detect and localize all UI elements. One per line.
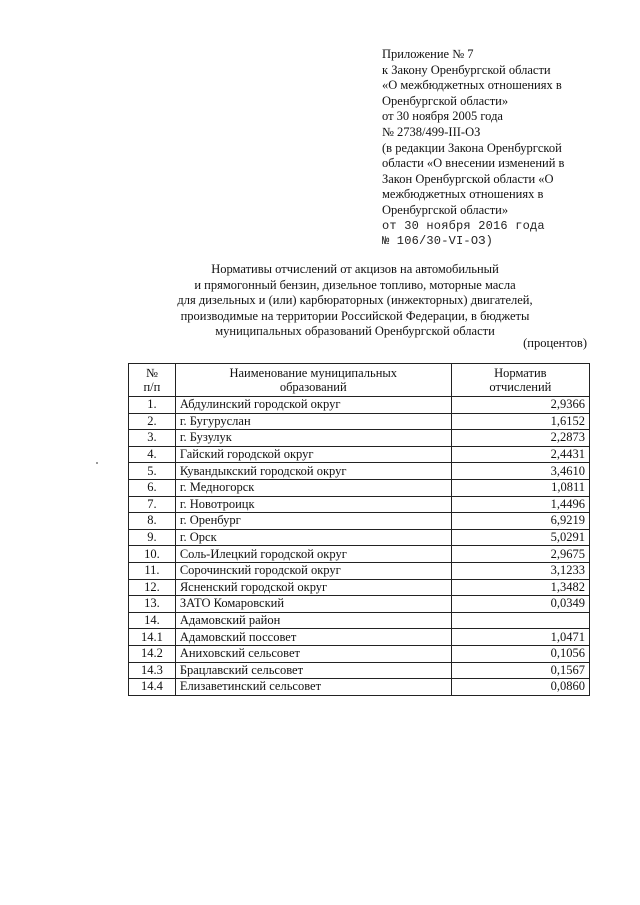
row-value: 1,4496 xyxy=(451,496,589,513)
row-value: 2,4431 xyxy=(451,446,589,463)
table-row xyxy=(129,546,590,563)
header-name xyxy=(175,364,451,397)
title-line: для дизельных и (или) карбюраторных (инжекторных) двигателей, xyxy=(177,293,533,308)
title-line: муниципальных образований Оренбургской области xyxy=(215,324,495,339)
header-value-line: отчислений xyxy=(489,380,552,394)
row-value: 1,0471 xyxy=(451,629,589,646)
row-name: Адамовский район xyxy=(175,612,451,629)
row-number: 7. xyxy=(129,496,176,513)
row-number: 14.1 xyxy=(129,629,176,646)
header-value xyxy=(451,364,589,397)
table-row xyxy=(129,629,590,646)
row-value: 2,9366 xyxy=(451,397,589,414)
appendix-line: области «О внесении изменений в xyxy=(382,156,565,171)
table-row xyxy=(129,679,590,696)
row-value: 5,0291 xyxy=(451,529,589,546)
row-number: 12. xyxy=(129,579,176,596)
appendix-header xyxy=(382,47,627,250)
row-name: Адамовский поссовет xyxy=(175,629,451,646)
row-number: 14.3 xyxy=(129,662,176,679)
row-value: 0,0349 xyxy=(451,596,589,613)
amendment-number: № 106/30-VI-ОЗ) xyxy=(382,234,494,249)
table-row xyxy=(129,612,590,629)
row-name: г. Орск xyxy=(175,529,451,546)
row-value: 2,2873 xyxy=(451,430,589,447)
appendix-line: Оренбургской области» xyxy=(382,93,509,108)
row-number: 10. xyxy=(129,546,176,563)
header-number-line: № xyxy=(145,366,158,380)
table-row xyxy=(129,479,590,496)
header-number-line: п/п xyxy=(143,380,161,394)
row-name: Аниховский сельсовет xyxy=(175,645,451,662)
row-name: г. Медногорск xyxy=(175,479,451,496)
table-row xyxy=(129,397,590,414)
row-name: г. Бугуруслан xyxy=(175,413,451,430)
table-row xyxy=(129,562,590,579)
row-number: 4. xyxy=(129,446,176,463)
appendix-line: межбюджетных отношениях в xyxy=(382,187,544,202)
row-value: 1,6152 xyxy=(451,413,589,430)
appendix-line: к Закону Оренбургской области xyxy=(382,62,551,77)
row-value xyxy=(451,612,589,629)
units-label: (процентов) xyxy=(523,336,587,350)
table-header-row xyxy=(129,364,590,397)
appendix-line: Оренбургской области» xyxy=(382,202,509,217)
row-value: 6,9219 xyxy=(451,513,589,530)
row-name: Гайский городской округ xyxy=(175,446,451,463)
row-number: 11. xyxy=(129,562,176,579)
row-name: Брацлавский сельсовет xyxy=(175,662,451,679)
table-row xyxy=(129,496,590,513)
row-number: 6. xyxy=(129,479,176,496)
row-name: Кувандыкский городской округ xyxy=(175,463,451,480)
table-row xyxy=(129,413,590,430)
row-value: 0,1056 xyxy=(451,645,589,662)
table-row xyxy=(129,662,590,679)
row-number: 2. xyxy=(129,413,176,430)
row-name: г. Бузулук xyxy=(175,430,451,447)
table-row xyxy=(129,645,590,662)
row-number: 1. xyxy=(129,397,176,414)
table-row xyxy=(129,430,590,447)
row-number: 9. xyxy=(129,529,176,546)
row-value: 2,9675 xyxy=(451,546,589,563)
appendix-line: Закон Оренбургской области «О xyxy=(382,171,554,186)
table-body xyxy=(129,397,590,696)
header-name-line: Наименование муниципальных xyxy=(229,366,398,380)
row-name: Абдулинский городской округ xyxy=(175,397,451,414)
appendix-line: (в редакции Закона Оренбургской xyxy=(382,140,562,155)
norms-table xyxy=(128,363,590,696)
row-number: 5. xyxy=(129,463,176,480)
row-name: ЗАТО Комаровский xyxy=(175,596,451,613)
row-number: 14.4 xyxy=(129,679,176,696)
row-name: г. Новотроицк xyxy=(175,496,451,513)
row-value: 3,1233 xyxy=(451,562,589,579)
row-number: 13. xyxy=(129,596,176,613)
appendix-line: № 2738/499-III-ОЗ xyxy=(382,124,481,139)
row-value: 3,4610 xyxy=(451,463,589,480)
appendix-line: Приложение № 7 xyxy=(382,47,474,61)
row-value: 0,1567 xyxy=(451,662,589,679)
row-name: Сорочинский городской округ xyxy=(175,562,451,579)
header-value-line: Норматив xyxy=(494,366,547,380)
table-row xyxy=(129,463,590,480)
row-value: 0,0860 xyxy=(451,679,589,696)
title-line: Нормативы отчислений от акцизов на автомобильный xyxy=(211,262,499,276)
document-title xyxy=(140,262,570,340)
row-number: 14. xyxy=(129,612,176,629)
row-name: Соль-Илецкий городской округ xyxy=(175,546,451,563)
margin-mark xyxy=(96,462,98,464)
row-number: 3. xyxy=(129,430,176,447)
row-value: 1,3482 xyxy=(451,579,589,596)
header-name-line: образований xyxy=(279,380,347,394)
row-name: Елизаветинский сельсовет xyxy=(175,679,451,696)
amendment-date: от 30 ноября 2016 года xyxy=(382,218,545,233)
table-row xyxy=(129,579,590,596)
table-row xyxy=(129,529,590,546)
row-name: г. Оренбург xyxy=(175,513,451,530)
appendix-line: от 30 ноября 2005 года xyxy=(382,109,503,124)
row-number: 8. xyxy=(129,513,176,530)
title-line: производимые на территории Российской Федерации, в бюджеты xyxy=(180,308,530,323)
row-value: 1,0811 xyxy=(451,479,589,496)
title-line: и прямогонный бензин, дизельное топливо, моторные масла xyxy=(194,277,516,292)
table-row xyxy=(129,446,590,463)
table-row xyxy=(129,596,590,613)
appendix-line: «О межбюджетных отношениях в xyxy=(382,78,562,93)
table-row xyxy=(129,513,590,530)
row-number: 14.2 xyxy=(129,645,176,662)
row-name: Ясненский городской округ xyxy=(175,579,451,596)
header-number xyxy=(129,364,176,397)
